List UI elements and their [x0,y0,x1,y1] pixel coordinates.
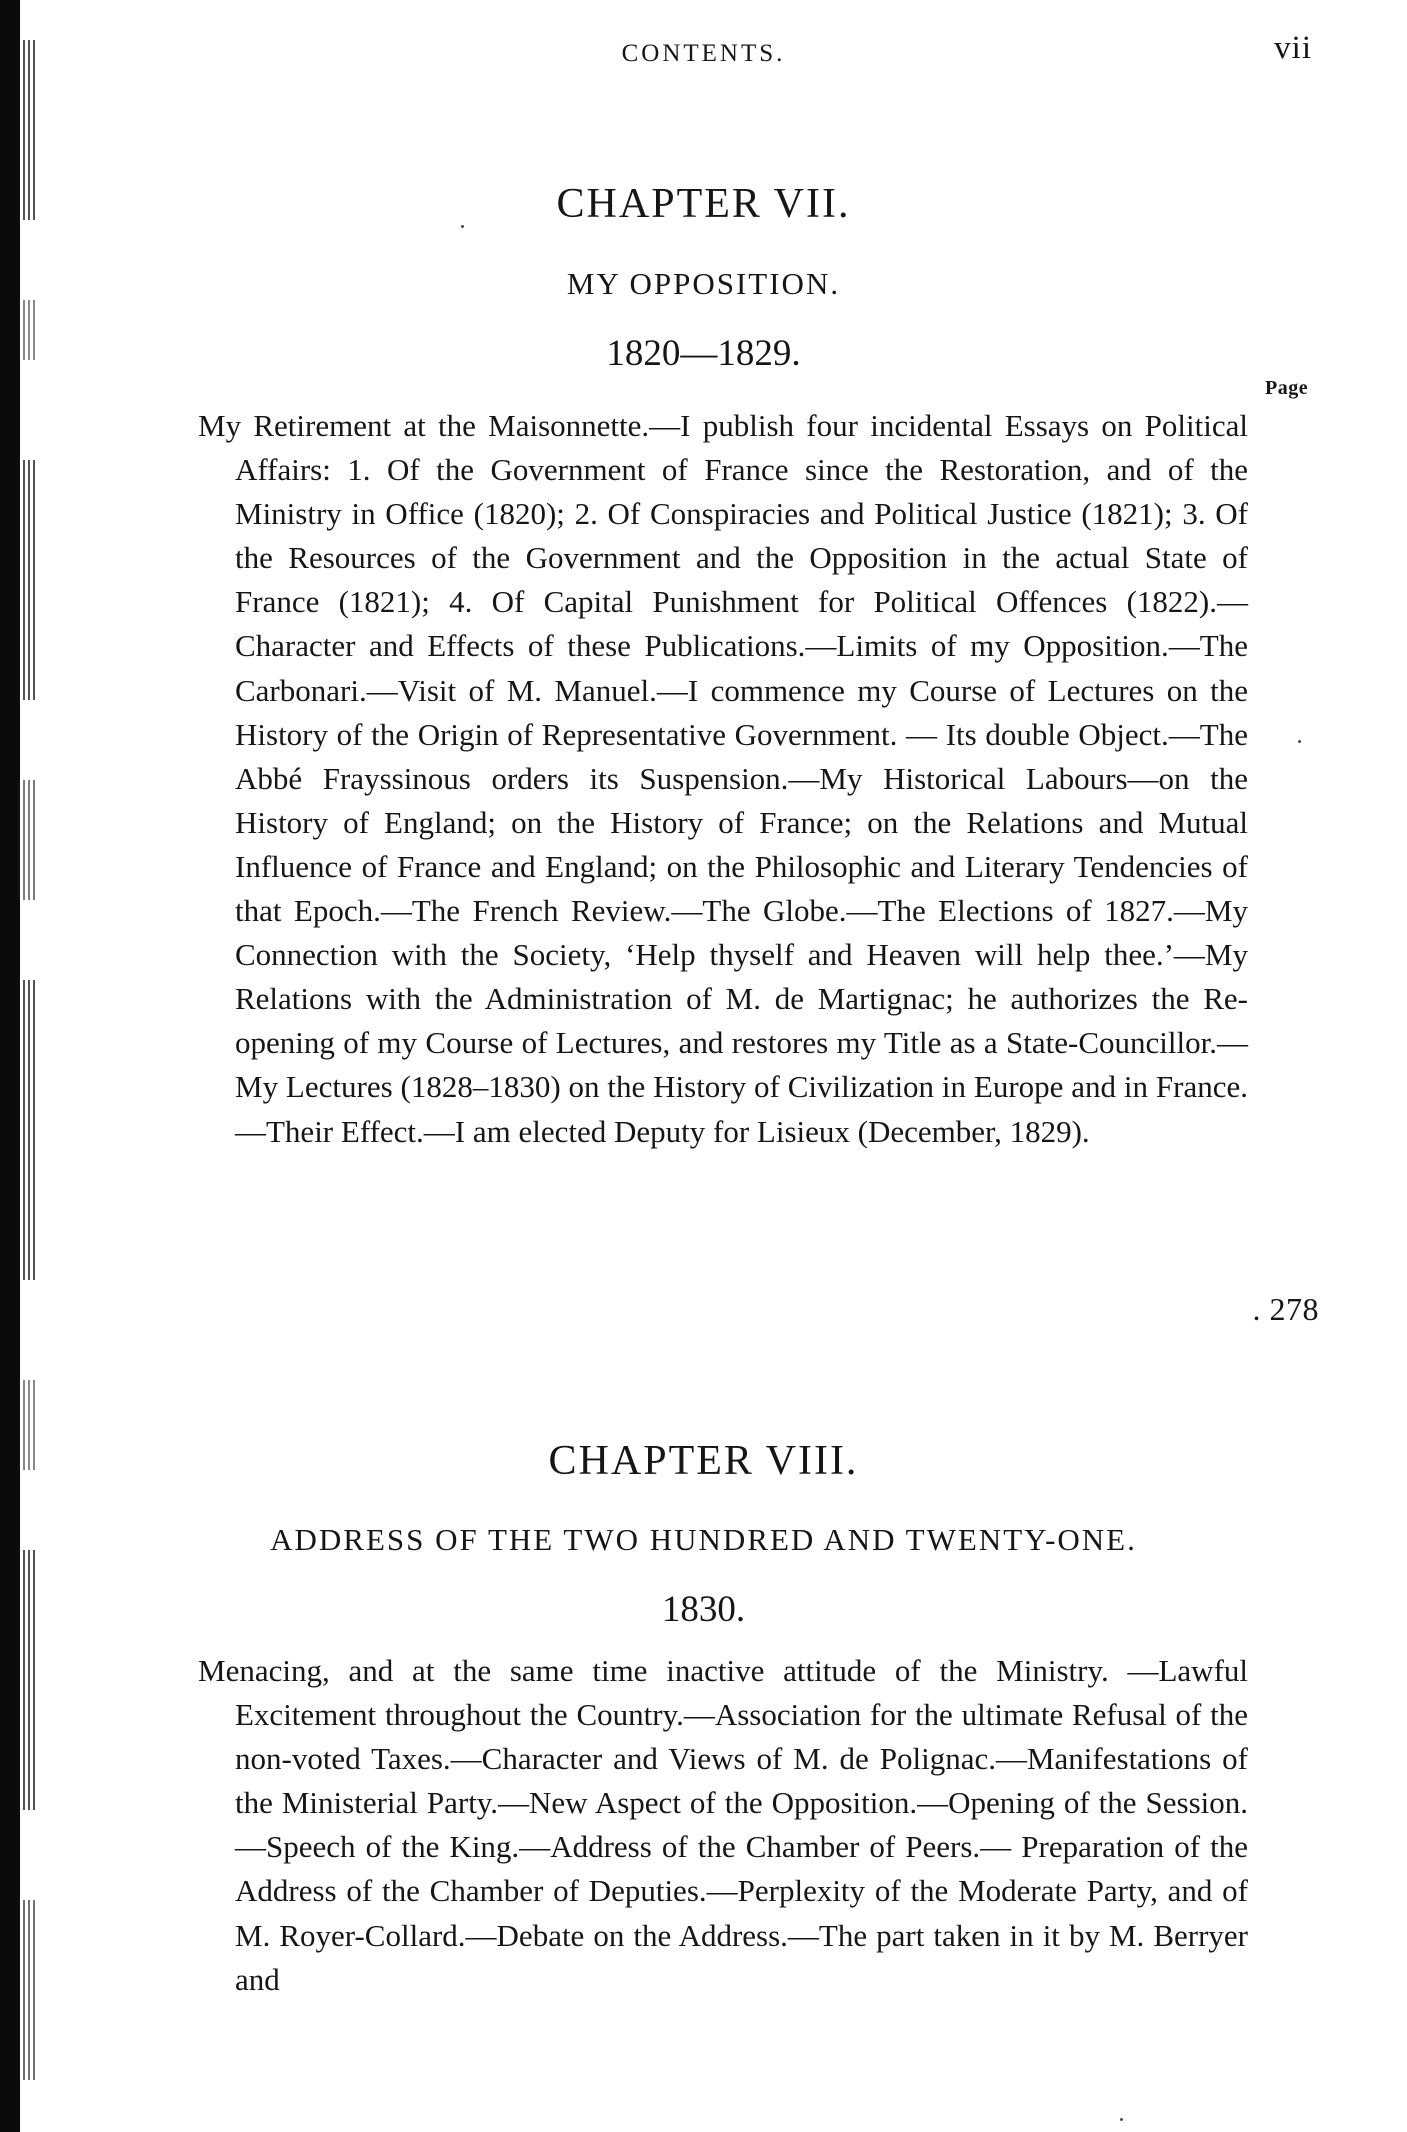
page-header [0,30,1407,74]
page-number: vii [1274,30,1312,66]
print-speck [1120,2118,1123,2121]
chapter-title: CHAPTER VII. [556,181,851,227]
chapter-years: 1820—1829. [606,333,801,374]
chapter-subtitle: MY OPPOSITION. [566,266,841,301]
chapter-page-reference: . 278 [1252,1291,1319,1327]
print-speck [1298,740,1301,743]
chapter-subtitle: ADDRESS OF THE TWO HUNDRED AND TWENTY-ONE. [270,1522,1137,1557]
running-head: CONTENTS. [621,40,786,67]
print-speck [461,225,464,228]
page-column-label: Page [1265,377,1309,399]
chapter-years: 1830. [661,1589,746,1630]
chapter-summary: Menacing, and at the same time inactive attitude of the Ministry. —Lawful Excitement throughout the Country.—Association for the ultimate Refusal of the non-voted Taxes.—Character and Views of M. de Polignac.—Manifestations of the Ministerial Party.—New Aspect of the Opposition.—Opening of the Session. —Speech of the King.—Address of the Chamber of Peers.— Preparation of the Address of the Chamber of Deputies.—Perplexity of the Moderate Party, and of M. Royer-Collard.—Debate on the Address.—The part taken in it by M. Berryer and [198,1653,1248,1997]
binding-edge [0,0,44,2132]
chapter-summary: My Retirement at the Maisonnette.—I publish four incidental Essays on Political Affairs: 1. Of the Government of France since the Restoration, and of the Ministry in Office (1820); 2. Of Conspiracies and Political Justice (1821); 3. Of the Resources of the Government and the Opposition in the actual State of France (1821); 4. Of Capital Punishment for Political Offences (1822).—Character and Effects of these Publications.—Limits of my Opposition.—The Carbonari.—Visit of M. Manuel.—I commence my Course of Lectures on the History of the Origin of Representative Government. — Its double Object.—The Abbé Frayssinous orders its Suspension.—My Historical Labours—on the History of England; on the History of France; on the Relations and Mutual Influence of France and England; on the Philosophic and Literary Tendencies of that Epoch.—The French Review.—The Globe.—The Elections of 1827.—My Connection with the Society, ‘Help thyself and Heaven will help thee.’—My Relations with the Administration of M. de Martignac; he authorizes the Re-opening of my Course of Lectures, and restores my Title as a State-Councillor.—My Lectures (1828–1830) on the History of Civilization in Europe and in France.—Their Effect.—I am elected Deputy for Lisieux (December, 1829). [198,408,1248,1149]
chapter-title: CHAPTER VIII. [548,1438,859,1484]
